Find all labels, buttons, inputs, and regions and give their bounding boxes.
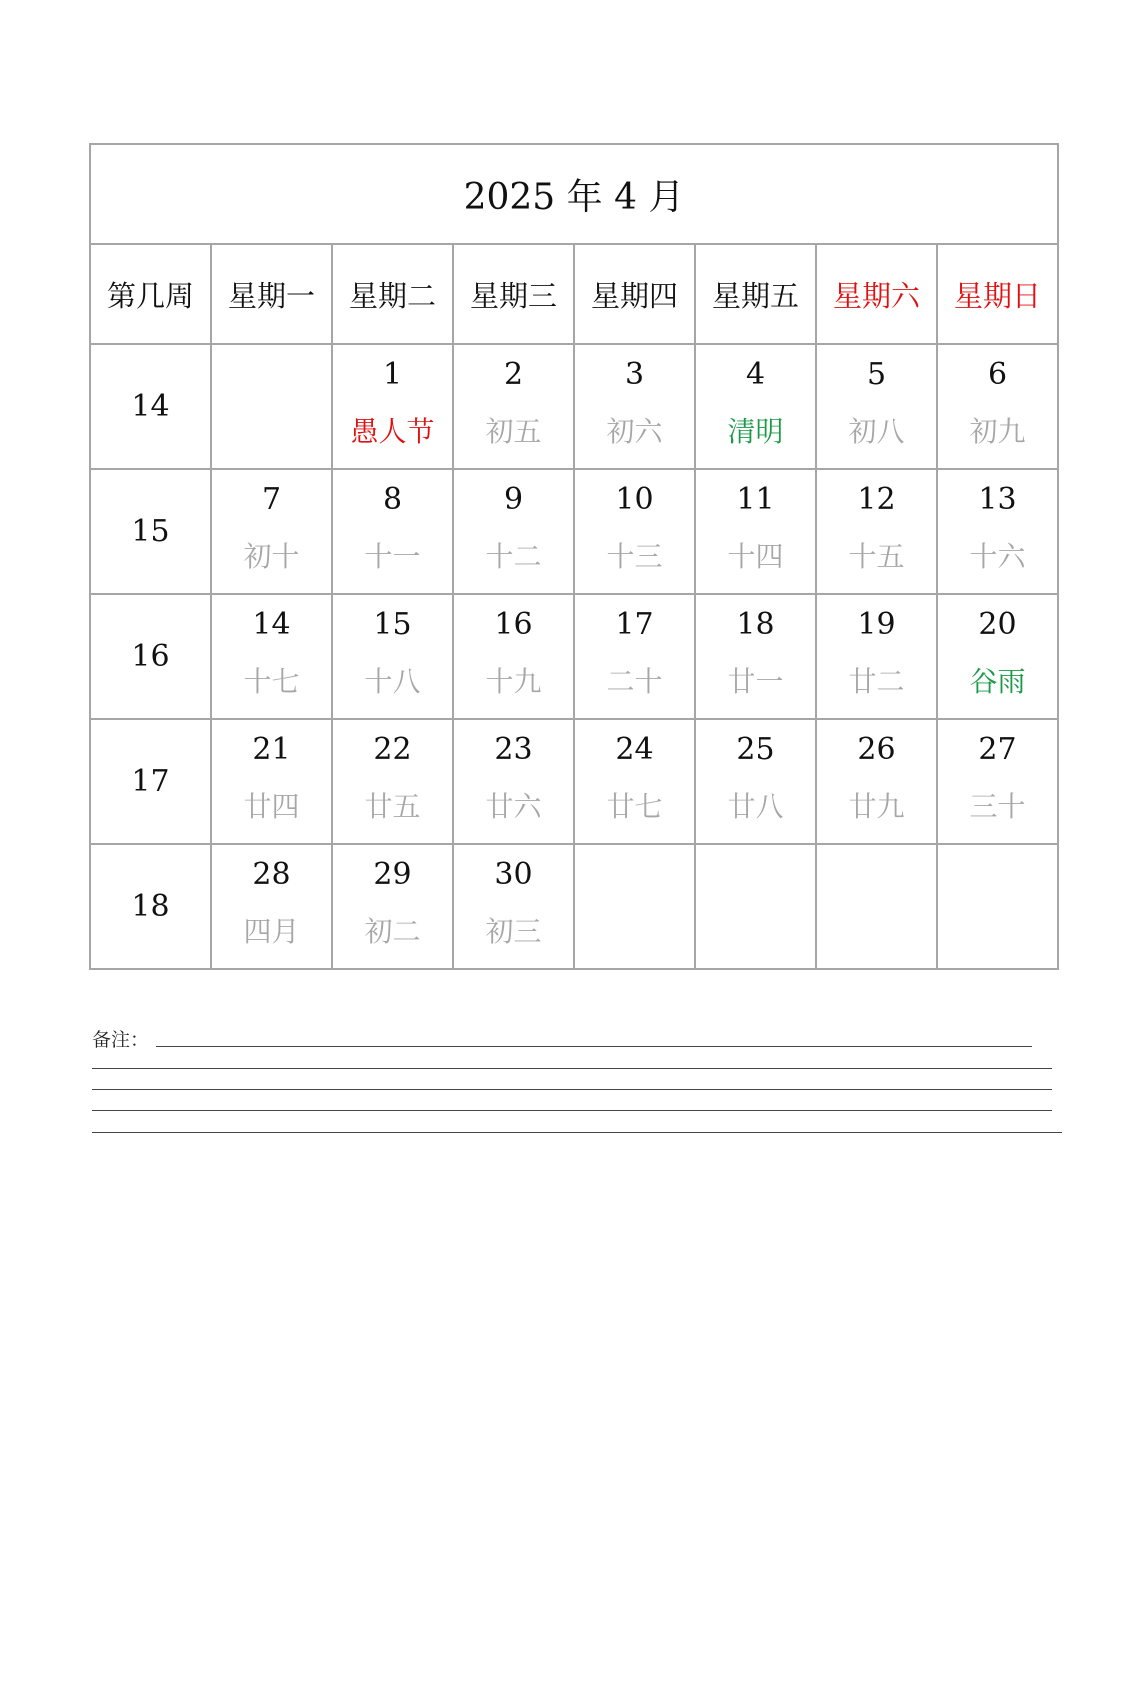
week-row xyxy=(90,594,1058,719)
day-number: 7 xyxy=(261,482,282,517)
lunar-date: 愚人节 xyxy=(350,415,435,448)
notes-line[interactable] xyxy=(92,1110,1052,1111)
week-number: 14 xyxy=(90,344,211,469)
notes-line[interactable] xyxy=(92,1068,1052,1069)
day-cell[interactable] xyxy=(211,344,332,469)
weekday-header: 星期二 xyxy=(332,244,453,344)
day-number: 22 xyxy=(373,732,412,767)
lunar-date: 廿七 xyxy=(606,790,663,823)
day-number: 13 xyxy=(978,482,1017,517)
lunar-date: 四月 xyxy=(243,915,300,948)
calendar-table xyxy=(89,143,1059,970)
day-number: 1 xyxy=(382,357,403,392)
lunar-date: 十五 xyxy=(848,540,905,573)
day-number: 20 xyxy=(978,607,1017,642)
lunar-date: 廿二 xyxy=(848,665,905,698)
lunar-date: 廿八 xyxy=(727,790,784,823)
lunar-date: 廿一 xyxy=(727,665,784,698)
lunar-date: 初三 xyxy=(485,915,542,948)
day-cell[interactable] xyxy=(211,594,332,719)
day-number: 23 xyxy=(494,732,533,767)
calendar-title: 2025 年 4 月 xyxy=(90,144,1058,244)
day-cell[interactable] xyxy=(574,469,695,594)
week-number-header: 第几周 xyxy=(90,244,211,344)
lunar-date: 十二 xyxy=(485,540,542,573)
lunar-date: 十八 xyxy=(364,665,421,698)
day-number: 21 xyxy=(252,732,291,767)
day-cell[interactable] xyxy=(332,344,453,469)
lunar-date: 初二 xyxy=(364,915,421,948)
day-cell[interactable] xyxy=(695,344,816,469)
lunar-date: 谷雨 xyxy=(969,665,1026,698)
day-cell[interactable] xyxy=(453,844,574,969)
lunar-date: 十九 xyxy=(485,665,542,698)
lunar-date: 初十 xyxy=(243,540,300,573)
weekday-header-row xyxy=(90,244,1058,344)
week-row xyxy=(90,469,1058,594)
lunar-date: 初六 xyxy=(606,415,663,448)
day-number: 3 xyxy=(624,357,645,392)
notes-label: 备注： xyxy=(92,1029,150,1051)
week-row xyxy=(90,344,1058,469)
weekday-header: 星期五 xyxy=(695,244,816,344)
day-cell[interactable] xyxy=(453,469,574,594)
day-cell[interactable] xyxy=(695,719,816,844)
day-cell[interactable] xyxy=(574,344,695,469)
weekday-header: 星期三 xyxy=(453,244,574,344)
day-number: 27 xyxy=(978,732,1017,767)
week-row xyxy=(90,719,1058,844)
weekday-header: 星期一 xyxy=(211,244,332,344)
lunar-date: 初八 xyxy=(848,415,905,448)
day-number: 29 xyxy=(373,857,412,892)
day-cell[interactable] xyxy=(332,594,453,719)
day-number: 26 xyxy=(857,732,896,767)
lunar-date: 廿五 xyxy=(364,790,421,823)
day-number: 18 xyxy=(736,607,775,642)
lunar-date: 廿九 xyxy=(848,790,905,823)
notes-line[interactable] xyxy=(92,1132,1062,1133)
day-cell[interactable] xyxy=(695,844,816,969)
week-number: 18 xyxy=(90,844,211,969)
day-number: 9 xyxy=(503,482,524,517)
weekday-header: 星期六 xyxy=(816,244,937,344)
day-number: 14 xyxy=(252,607,291,642)
day-cell[interactable] xyxy=(453,719,574,844)
day-number: 30 xyxy=(494,857,533,892)
lunar-date: 十三 xyxy=(606,540,663,573)
day-number: 15 xyxy=(373,607,412,642)
lunar-date: 三十 xyxy=(969,790,1026,823)
day-cell[interactable] xyxy=(453,594,574,719)
day-number: 8 xyxy=(382,482,403,517)
day-cell[interactable] xyxy=(816,469,937,594)
day-cell[interactable] xyxy=(574,719,695,844)
day-cell[interactable] xyxy=(937,469,1058,594)
lunar-date: 十七 xyxy=(243,665,300,698)
weekday-header: 星期四 xyxy=(574,244,695,344)
week-number: 17 xyxy=(90,719,211,844)
notes-line[interactable] xyxy=(92,1089,1052,1090)
day-cell[interactable] xyxy=(937,719,1058,844)
week-number: 16 xyxy=(90,594,211,719)
lunar-date: 十六 xyxy=(969,540,1026,573)
day-number: 10 xyxy=(615,482,654,517)
lunar-date: 二十 xyxy=(606,665,663,698)
day-number: 5 xyxy=(866,357,887,392)
week-number: 15 xyxy=(90,469,211,594)
lunar-date: 清明 xyxy=(727,415,784,448)
day-number: 6 xyxy=(987,357,1008,392)
lunar-date: 初五 xyxy=(485,415,542,448)
day-number: 28 xyxy=(252,857,291,892)
lunar-date: 廿六 xyxy=(485,790,542,823)
day-number: 24 xyxy=(615,732,654,767)
lunar-date: 初九 xyxy=(969,415,1026,448)
day-cell[interactable] xyxy=(816,844,937,969)
lunar-date: 廿四 xyxy=(243,790,300,823)
day-cell[interactable] xyxy=(695,594,816,719)
week-row xyxy=(90,844,1058,969)
day-number: 12 xyxy=(857,482,896,517)
day-cell[interactable] xyxy=(695,469,816,594)
day-number: 19 xyxy=(857,607,896,642)
day-cell[interactable] xyxy=(574,844,695,969)
day-cell[interactable] xyxy=(816,594,937,719)
day-number: 4 xyxy=(745,357,766,392)
day-number: 11 xyxy=(736,482,775,517)
day-number: 25 xyxy=(736,732,775,767)
weekday-header: 星期日 xyxy=(937,244,1058,344)
lunar-date: 十一 xyxy=(364,540,421,573)
day-cell[interactable] xyxy=(211,844,332,969)
day-cell[interactable] xyxy=(937,844,1058,969)
day-cell[interactable] xyxy=(211,469,332,594)
day-cell[interactable] xyxy=(816,719,937,844)
day-number: 2 xyxy=(503,357,524,392)
day-cell[interactable] xyxy=(453,344,574,469)
day-cell[interactable] xyxy=(816,344,937,469)
day-cell[interactable] xyxy=(211,719,332,844)
day-number: 17 xyxy=(615,607,654,642)
day-cell[interactable] xyxy=(332,719,453,844)
day-cell[interactable] xyxy=(574,594,695,719)
lunar-date: 十四 xyxy=(727,540,784,573)
notes-line[interactable] xyxy=(156,1046,1032,1047)
day-cell[interactable] xyxy=(937,344,1058,469)
day-cell[interactable] xyxy=(937,594,1058,719)
day-number: 16 xyxy=(494,607,533,642)
day-cell[interactable] xyxy=(332,469,453,594)
day-cell[interactable] xyxy=(332,844,453,969)
